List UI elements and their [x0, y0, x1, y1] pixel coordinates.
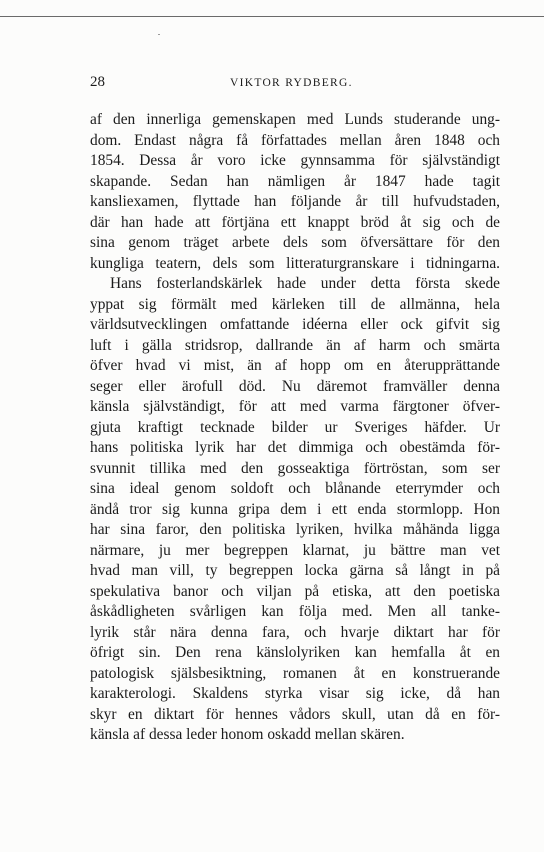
text-line: svunnit tillika med den gosseaktiga förtröstan, som ser	[90, 459, 500, 477]
text-line: hans politiska lyrik har det dimmiga och obestämda för-	[90, 439, 500, 456]
text-line: lyrik står nära denna fara, och hvarje diktart har för	[90, 623, 500, 641]
text-line: öfrigt sin. Den rena känslolyriken kan hemfalla åt en	[90, 644, 500, 661]
text-line: gjuta kraftigt tecknade bilder ur Sveriges häfder. Ur	[90, 418, 500, 436]
text-line: hvad man vill, ty begreppen locka gärna så långt in på	[90, 562, 500, 579]
text-line: världsutvecklingen omfattande idéerna eller ock gifvit sig	[90, 316, 500, 333]
text-line: seger eller ärofull död. Nu däremot framväller denna	[90, 377, 500, 395]
text-line: öfver hvad vi mist, än af hopp om en återupprättande	[90, 357, 500, 374]
body-text	[90, 110, 500, 746]
text-line: patologisk själsbesiktning, romanen åt en konstruerande	[90, 664, 500, 682]
text-line: skyr en diktart för hennes vådors skull, utan då en för-	[90, 705, 500, 723]
text-line: åskådligheten svårligen kan följa med. Men all tanke-	[90, 603, 500, 620]
running-head: VIKTOR RYDBERG.	[230, 77, 353, 89]
text-line: kansliexamen, flyttade han följande år till hufvudstaden,	[90, 193, 500, 210]
text-line: karakterologi. Skaldens styrka visar sig icke, då han	[90, 685, 500, 702]
text-line: ändå tror sig kunna gripa dem i ett enda stormlopp. Hon	[90, 500, 500, 518]
text-line: dom. Endast några få författades mellan åren 1848 och	[90, 131, 500, 149]
scan-speck	[158, 34, 160, 35]
text-line: kungliga teatern, dels som litteraturgranskare i tidningarna.	[90, 254, 500, 272]
text-line: sina genom träget arbete dels som öfversättare för den	[90, 234, 500, 251]
text-line: sina ideal genom soldoft och blånande eterrymder och	[90, 480, 500, 497]
text-line: spekulativa banor och viljan på etiska, att den poetiska	[90, 582, 500, 600]
text-line: har sina faror, den politiska lyriken, hvilka måhända ligga	[90, 521, 500, 538]
text-line: känsla självständigt, för att med varma färgtoner öfver-	[90, 398, 500, 415]
text-line: yppat sig förmält med kärleken till de allmänna, hela	[90, 295, 500, 313]
text-line: skapande. Sedan han nämligen år 1847 hade tagit	[90, 172, 500, 190]
text-line: af den innerliga gemenskapen med Lunds studerande ung-	[90, 111, 500, 128]
text-line: luft i gälla stridsrop, dallrande än af harm och smärta	[90, 336, 500, 354]
top-rule	[0, 16, 544, 17]
text-line: närmare, ju mer begreppen klarnat, ju bättre man vet	[90, 541, 500, 559]
paragraph-first-line: Hans fosterlandskärlek hade under detta första skede	[110, 275, 500, 292]
paragraph-last-line: känsla af dessa leder honom oskadd mellan skären.	[90, 726, 405, 743]
page-number: 28	[90, 74, 105, 90]
text-line: 1854. Dessa år voro icke gynnsamma för självständigt	[90, 152, 500, 169]
text-line: där han hade att förtjäna ett knappt bröd åt sig och de	[90, 213, 500, 231]
